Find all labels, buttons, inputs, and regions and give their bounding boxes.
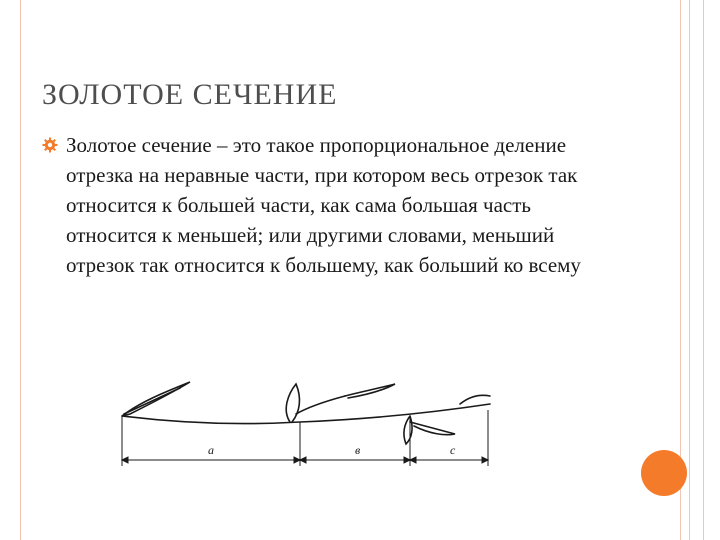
leaf-right: [404, 416, 412, 444]
segment-label-b: в: [355, 443, 361, 457]
segment-label-c: c: [450, 443, 456, 457]
golden-section-branch-illustration: [110, 374, 500, 474]
decorative-orange-circle: [641, 450, 687, 496]
definition-text: Золотое сечение – это такое пропорциональное деление отрезка на неравные части, при котором весь отрезок так относится к большей части, как сама большая часть относится к меньшей; или другими словами, меньший отрезок так относится к большему, как больший ко всему: [66, 133, 581, 277]
branch-stem: [122, 404, 490, 424]
leaf-middle: [286, 384, 299, 422]
gear-icon: [42, 137, 58, 153]
slide-title: ЗОЛОТОЕ СЕЧЕНИЕ: [42, 78, 338, 111]
segment-label-a: a: [208, 443, 214, 457]
